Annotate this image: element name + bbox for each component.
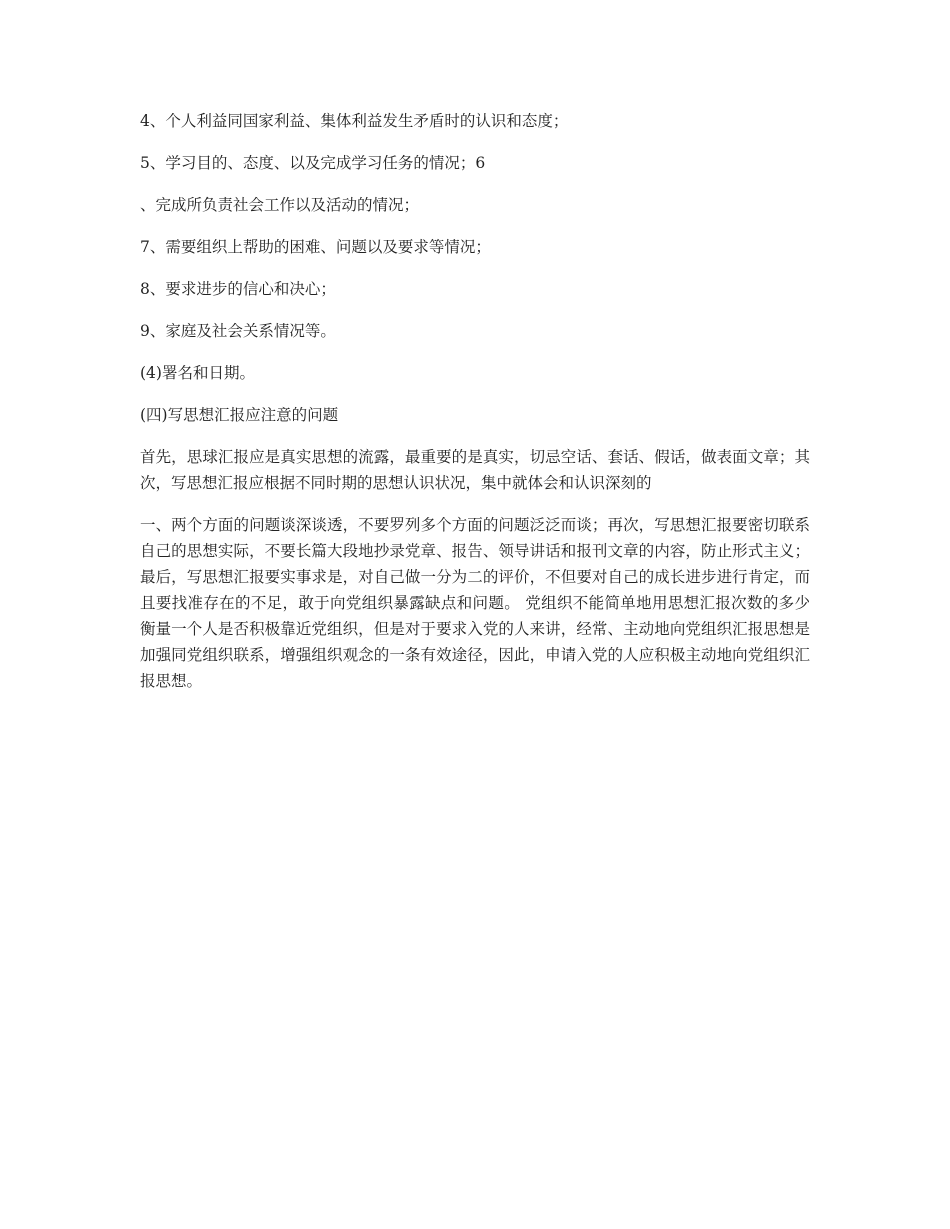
list-item-7: 7、需要组织上帮助的困难、问题以及要求等情况； — [140, 238, 491, 256]
list-item-9: 9、家庭及社会关系情况等。 — [140, 322, 336, 340]
list-item-4: 4、个人利益同国家利益、集体利益发生矛盾时的认识和态度； — [140, 112, 569, 130]
list-item-8: 8、要求进步的信心和决心； — [140, 280, 336, 298]
section-heading: (四)写思想汇报应注意的问题 — [140, 406, 339, 424]
signature-date-item: (4)署名和日期。 — [140, 364, 255, 382]
document-body — [140, 108, 810, 710]
list-item-5: 5、学习目的、态度、以及完成学习任务的情况；6 — [140, 154, 486, 172]
list-item-6-continuation: 、完成所负责社会工作以及活动的情况； — [140, 196, 420, 214]
body-paragraph-2: 一、两个方面的问题谈深谈透，不要罗列多个方面的问题泛泛而谈；再次，写思想汇报要密切联系自己的思想实际，不要长篇大段地抄录党章、报告、领导讲话和报刊文章的内容，防止形式主义；最后，写思想汇报要实事求是，对自己做一分为二的评价，不但要对自己的成长进步进行肯定，而且要找准存在的不足，敢于向党组织暴露缺点和问题。 党组织不能简单地用思想汇报次数的多少衡量一个人是否积极靠近党组织，但是对于要求入党的人来讲，经常、主动地向党组织汇报思想是加强同党组织联系，增强组织观念的一条有效途径，因此，申请入党的人应积极主动地向党组织汇报思想。 — [140, 516, 810, 690]
body-paragraph-1: 首先，思球汇报应是真实思想的流露，最重要的是真实，切忌空话、套话、假话，做表面文章；其次，写思想汇报应根据不同时期的思想认识状况，集中就体会和认识深刻的 — [140, 448, 810, 492]
